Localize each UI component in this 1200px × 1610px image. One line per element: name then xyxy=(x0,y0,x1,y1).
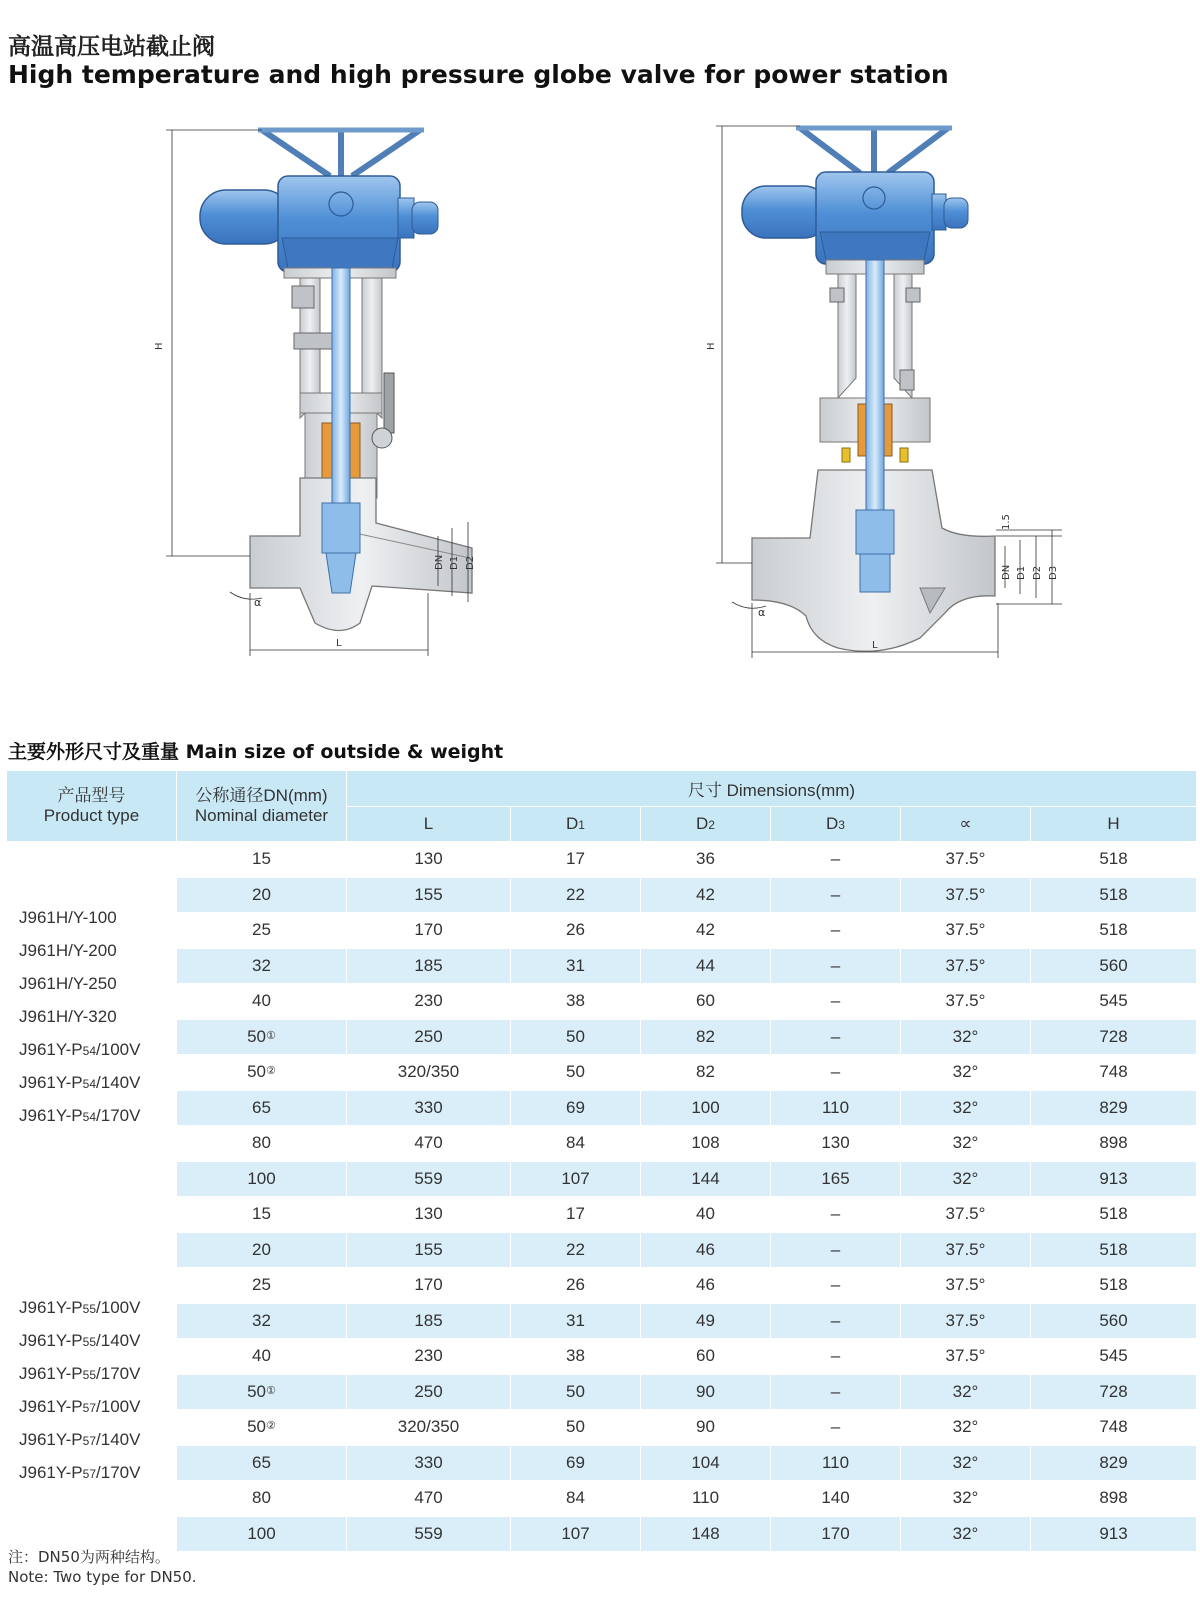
table-row xyxy=(7,1481,1197,1517)
product-model: J961H/Y-250 xyxy=(19,974,117,993)
cell-l: 170 xyxy=(347,913,511,949)
product-type-cell xyxy=(7,842,177,1197)
right-valve-drawing xyxy=(706,126,1062,658)
cell-d1: 22 xyxy=(511,1232,641,1268)
cell-d3: – xyxy=(771,1339,901,1375)
table-row xyxy=(7,1268,1197,1304)
cell-h: 518 xyxy=(1031,1268,1197,1304)
cell-alpha: 37.5° xyxy=(901,984,1031,1020)
left-actuator xyxy=(200,176,438,272)
left-dim-alpha: α xyxy=(254,596,262,609)
cell-alpha: 32° xyxy=(901,1090,1031,1126)
cell-alpha: 32° xyxy=(901,1481,1031,1517)
cell-d3: – xyxy=(771,877,901,913)
cell-l: 185 xyxy=(347,1303,511,1339)
cell-d1: 22 xyxy=(511,877,641,913)
page-title-en: High temperature and high pressure globe valve for power station xyxy=(8,60,949,89)
cell-d3: 110 xyxy=(771,1445,901,1481)
cell-d3: 130 xyxy=(771,1126,901,1162)
cell-l: 130 xyxy=(347,1197,511,1233)
cell-l: 170 xyxy=(347,1268,511,1304)
cell-d3: 170 xyxy=(771,1516,901,1552)
cell-alpha: 32° xyxy=(901,1516,1031,1552)
cell-l: 559 xyxy=(347,1516,511,1552)
cell-dn: 65 xyxy=(177,1090,347,1126)
cell-alpha: 37.5° xyxy=(901,1232,1031,1268)
cell-alpha: 37.5° xyxy=(901,948,1031,984)
left-dim-L: L xyxy=(336,638,342,649)
table-row xyxy=(7,1445,1197,1481)
product-model: J961Y-P57/170V xyxy=(19,1462,141,1482)
cell-l: 185 xyxy=(347,948,511,984)
cell-d1: 50 xyxy=(511,1374,641,1410)
cell-h: 518 xyxy=(1031,913,1197,949)
cell-l: 330 xyxy=(347,1445,511,1481)
left-valve-drawing xyxy=(154,128,476,656)
product-model: J961Y-P55/140V xyxy=(19,1330,141,1350)
cell-dn: 25 xyxy=(177,913,347,949)
cell-d3: – xyxy=(771,1197,901,1233)
cell-d1: 50 xyxy=(511,1410,641,1446)
cell-d2: 82 xyxy=(641,1055,771,1091)
cell-d2: 40 xyxy=(641,1197,771,1233)
left-handwheel xyxy=(258,128,424,176)
table-row xyxy=(7,877,1197,913)
cell-l: 250 xyxy=(347,1374,511,1410)
cell-d3: – xyxy=(771,1268,901,1304)
cell-dn: 40 xyxy=(177,984,347,1020)
cell-h: 913 xyxy=(1031,1161,1197,1197)
cell-d1: 26 xyxy=(511,913,641,949)
cell-d2: 148 xyxy=(641,1516,771,1552)
product-type-cell xyxy=(7,1197,177,1552)
cell-d1: 69 xyxy=(511,1090,641,1126)
cell-alpha: 37.5° xyxy=(901,913,1031,949)
right-dim-DN: DN xyxy=(1001,564,1012,580)
cell-d2: 42 xyxy=(641,913,771,949)
cell-d1: 38 xyxy=(511,984,641,1020)
cell-l: 250 xyxy=(347,1019,511,1055)
cell-d1: 107 xyxy=(511,1161,641,1197)
cell-d2: 44 xyxy=(641,948,771,984)
cell-dn: 40 xyxy=(177,1339,347,1375)
table-row xyxy=(7,1374,1197,1410)
table-row xyxy=(7,1410,1197,1446)
cell-dn: 80 xyxy=(177,1126,347,1162)
cell-d3: – xyxy=(771,1019,901,1055)
cell-d1: 69 xyxy=(511,1445,641,1481)
cell-d1: 26 xyxy=(511,1268,641,1304)
cell-d2: 90 xyxy=(641,1374,771,1410)
product-model: J961Y-P55/100V xyxy=(19,1297,141,1317)
cell-d2: 104 xyxy=(641,1445,771,1481)
right-actuator xyxy=(742,172,968,264)
cell-d3: – xyxy=(771,948,901,984)
cell-d3: – xyxy=(771,913,901,949)
cell-dn: 65 xyxy=(177,1445,347,1481)
table-row xyxy=(7,913,1197,949)
right-dim-D1: D1 xyxy=(1016,565,1027,580)
cell-h: 748 xyxy=(1031,1410,1197,1446)
product-model: J961Y-P54/140V xyxy=(19,1073,141,1092)
cell-l: 230 xyxy=(347,984,511,1020)
cell-dn: 20 xyxy=(177,1232,347,1268)
cell-l: 155 xyxy=(347,877,511,913)
header-nominal-diameter: 公称通径DN(mm) Nominal diameter xyxy=(177,771,347,842)
cell-alpha: 32° xyxy=(901,1410,1031,1446)
cell-h: 560 xyxy=(1031,1303,1197,1339)
right-dim-alpha: α xyxy=(758,606,766,619)
header-L: L xyxy=(347,806,511,842)
cell-h: 518 xyxy=(1031,1232,1197,1268)
cell-l: 155 xyxy=(347,1232,511,1268)
cell-d1: 31 xyxy=(511,948,641,984)
cell-dn: 20 xyxy=(177,877,347,913)
table-row xyxy=(7,1055,1197,1091)
cell-d2: 36 xyxy=(641,842,771,878)
cell-d3: – xyxy=(771,1055,901,1091)
cell-h: 728 xyxy=(1031,1374,1197,1410)
cell-dn: 50② xyxy=(177,1410,347,1446)
cell-l: 470 xyxy=(347,1126,511,1162)
table-row xyxy=(7,984,1197,1020)
cell-alpha: 32° xyxy=(901,1374,1031,1410)
cell-dn: 50② xyxy=(177,1055,347,1091)
cell-h: 518 xyxy=(1031,877,1197,913)
cell-alpha: 37.5° xyxy=(901,1268,1031,1304)
cell-d2: 110 xyxy=(641,1481,771,1517)
cell-d3: 165 xyxy=(771,1161,901,1197)
cell-d2: 90 xyxy=(641,1410,771,1446)
cell-l: 320/350 xyxy=(347,1410,511,1446)
right-handwheel xyxy=(796,126,952,173)
header-product-type: 产品型号 Product type xyxy=(7,771,177,842)
left-valve-body xyxy=(250,478,472,631)
table-row xyxy=(7,842,1197,878)
cell-dn: 100 xyxy=(177,1516,347,1552)
cell-h: 545 xyxy=(1031,1339,1197,1375)
cell-d1: 50 xyxy=(511,1055,641,1091)
cell-d3: – xyxy=(771,842,901,878)
product-model: J961Y-P57/100V xyxy=(19,1396,141,1416)
product-model: J961H/Y-100 xyxy=(19,908,117,927)
cell-l: 130 xyxy=(347,842,511,878)
right-dim-gap: 1.5 xyxy=(1001,514,1012,530)
cell-alpha: 32° xyxy=(901,1126,1031,1162)
cell-l: 320/350 xyxy=(347,1055,511,1091)
table-row xyxy=(7,1019,1197,1055)
product-model: J961Y-P54/100V xyxy=(19,1040,141,1059)
cell-alpha: 32° xyxy=(901,1055,1031,1091)
cell-d2: 46 xyxy=(641,1268,771,1304)
cell-h: 913 xyxy=(1031,1516,1197,1552)
left-dim-D2: D2 xyxy=(465,555,476,570)
header-alpha: ∝ xyxy=(901,806,1031,842)
cell-dn: 80 xyxy=(177,1481,347,1517)
cell-d2: 144 xyxy=(641,1161,771,1197)
cell-h: 728 xyxy=(1031,1019,1197,1055)
cell-dn: 32 xyxy=(177,948,347,984)
right-dim-H: H xyxy=(706,342,717,350)
cell-alpha: 37.5° xyxy=(901,842,1031,878)
cell-alpha: 37.5° xyxy=(901,1303,1031,1339)
cell-dn: 50① xyxy=(177,1019,347,1055)
section-title: 主要外形尺寸及重量 Main size of outside & weight xyxy=(8,741,504,763)
right-dim-L: L xyxy=(872,640,878,651)
cell-h: 560 xyxy=(1031,948,1197,984)
cell-d3: – xyxy=(771,1303,901,1339)
cell-d3: 110 xyxy=(771,1090,901,1126)
table-row xyxy=(7,1516,1197,1552)
table-row xyxy=(7,1339,1197,1375)
cell-d1: 84 xyxy=(511,1126,641,1162)
product-model: J961H/Y-320 xyxy=(19,1007,117,1026)
product-model: J961H/Y-200 xyxy=(19,941,117,960)
cell-d2: 60 xyxy=(641,984,771,1020)
cell-h: 545 xyxy=(1031,984,1197,1020)
table-row xyxy=(7,1161,1197,1197)
cell-d2: 82 xyxy=(641,1019,771,1055)
cell-l: 559 xyxy=(347,1161,511,1197)
cell-alpha: 37.5° xyxy=(901,1339,1031,1375)
cell-l: 330 xyxy=(347,1090,511,1126)
cell-alpha: 32° xyxy=(901,1161,1031,1197)
cell-dn: 15 xyxy=(177,1197,347,1233)
table-row xyxy=(7,1197,1197,1233)
cell-d1: 50 xyxy=(511,1019,641,1055)
header-D2: D2 xyxy=(641,806,771,842)
product-model: J961Y-P55/170V xyxy=(19,1363,141,1383)
table-row xyxy=(7,948,1197,984)
table-row xyxy=(7,1303,1197,1339)
cell-l: 230 xyxy=(347,1339,511,1375)
cell-d1: 17 xyxy=(511,1197,641,1233)
cell-d2: 49 xyxy=(641,1303,771,1339)
header-dimensions: 尺寸 Dimensions(mm) xyxy=(347,771,1197,807)
product-model: J961Y-P54/170V xyxy=(19,1106,141,1125)
cell-dn: 100 xyxy=(177,1161,347,1197)
cell-d2: 108 xyxy=(641,1126,771,1162)
note-en: Note: Two type for DN50. xyxy=(8,1568,197,1586)
cell-d2: 60 xyxy=(641,1339,771,1375)
cell-h: 898 xyxy=(1031,1481,1197,1517)
cell-d1: 84 xyxy=(511,1481,641,1517)
cell-d2: 42 xyxy=(641,877,771,913)
cell-l: 470 xyxy=(347,1481,511,1517)
cell-dn: 25 xyxy=(177,1268,347,1304)
cell-d3: – xyxy=(771,984,901,1020)
page-title-cn: 高温高压电站截止阀 xyxy=(8,34,215,60)
header-H: H xyxy=(1031,806,1197,842)
cell-d3: – xyxy=(771,1374,901,1410)
cell-d3: – xyxy=(771,1232,901,1268)
cell-dn: 32 xyxy=(177,1303,347,1339)
valve-drawings xyxy=(0,118,1200,688)
left-dim-H: H xyxy=(154,342,165,350)
cell-d1: 38 xyxy=(511,1339,641,1375)
cell-d3: 140 xyxy=(771,1481,901,1517)
cell-alpha: 32° xyxy=(901,1019,1031,1055)
header-D1: D1 xyxy=(511,806,641,842)
cell-dn: 50① xyxy=(177,1374,347,1410)
dimensions-table xyxy=(6,770,1197,1552)
cell-h: 518 xyxy=(1031,842,1197,878)
cell-d1: 31 xyxy=(511,1303,641,1339)
cell-d2: 46 xyxy=(641,1232,771,1268)
cell-h: 898 xyxy=(1031,1126,1197,1162)
product-model: J961Y-P57/140V xyxy=(19,1429,141,1449)
cell-d3: – xyxy=(771,1410,901,1446)
right-dim-D2: D2 xyxy=(1032,565,1043,580)
cell-d1: 17 xyxy=(511,842,641,878)
left-dim-DN: DN xyxy=(434,554,445,570)
left-dim-D1: D1 xyxy=(449,555,460,570)
cell-alpha: 37.5° xyxy=(901,877,1031,913)
cell-d2: 100 xyxy=(641,1090,771,1126)
cell-h: 829 xyxy=(1031,1090,1197,1126)
table-row xyxy=(7,1126,1197,1162)
header-D3: D3 xyxy=(771,806,901,842)
cell-h: 748 xyxy=(1031,1055,1197,1091)
right-dim-D3: D3 xyxy=(1048,565,1059,580)
table-row xyxy=(7,1232,1197,1268)
table-row xyxy=(7,1090,1197,1126)
cell-h: 829 xyxy=(1031,1445,1197,1481)
cell-d1: 107 xyxy=(511,1516,641,1552)
cell-dn: 15 xyxy=(177,842,347,878)
note-cn: 注：DN50为两种结构。 xyxy=(8,1548,170,1566)
cell-alpha: 32° xyxy=(901,1445,1031,1481)
cell-h: 518 xyxy=(1031,1197,1197,1233)
cell-alpha: 37.5° xyxy=(901,1197,1031,1233)
